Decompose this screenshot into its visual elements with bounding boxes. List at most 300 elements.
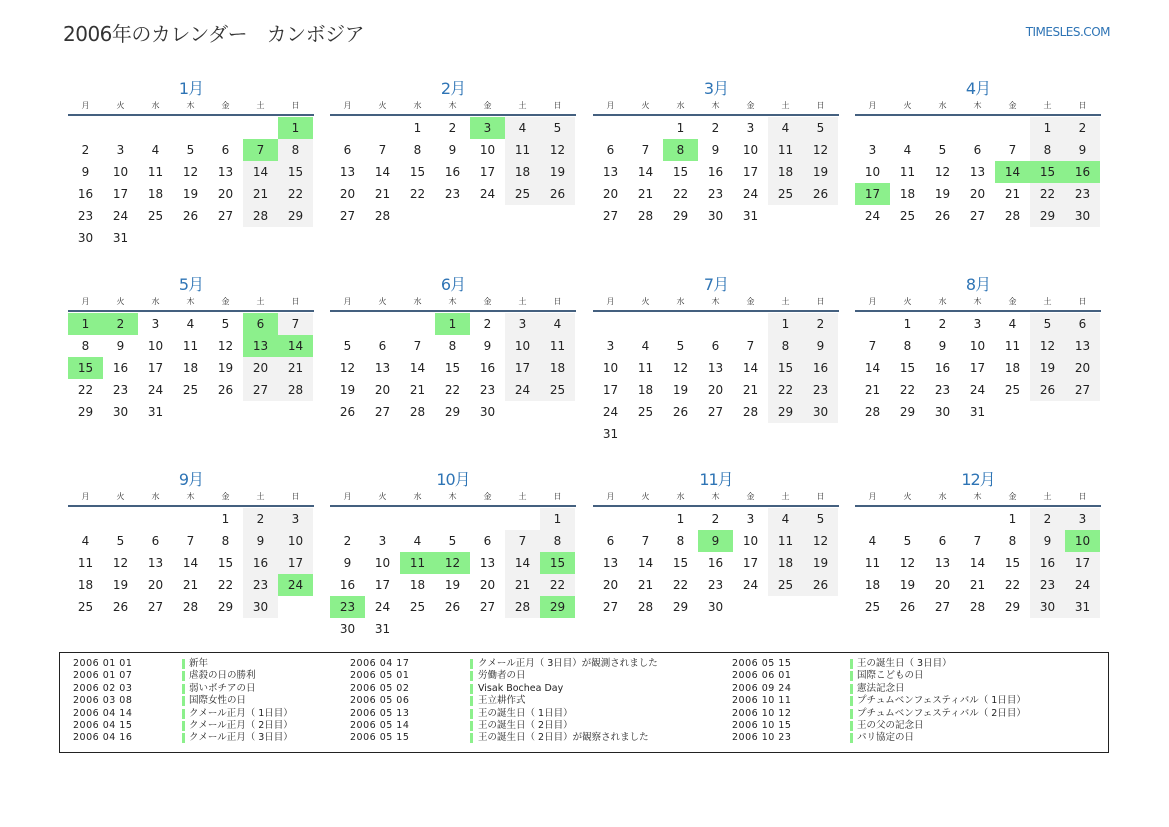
holiday-row [350, 708, 720, 720]
day-cell: 13 [602, 165, 619, 179]
holiday-marker [470, 696, 473, 706]
month-header-rule [68, 114, 314, 116]
day-cell: 17 [479, 165, 496, 179]
day-cell: 3 [973, 317, 982, 331]
holiday-date: 2006 09 24 [732, 682, 792, 694]
weekday-label: 土 [518, 297, 527, 306]
day-cell: 8 [1008, 534, 1017, 548]
day-cell: 17 [514, 361, 531, 375]
day-cell: 5 [186, 143, 195, 157]
holiday-name: 王の誕生日（ 3日目） [857, 658, 952, 669]
day-cell: 3 [378, 534, 387, 548]
day-cell: 27 [252, 383, 269, 397]
day-cell: 19 [182, 187, 199, 201]
day-cell: 30 [252, 600, 269, 614]
day-cell: 26 [339, 405, 356, 419]
day-cell: 24 [112, 209, 129, 223]
day-cell: 20 [707, 383, 724, 397]
weekday-label: 木 [186, 101, 195, 110]
weekday-label: 日 [1078, 101, 1087, 110]
holiday-day-cell: 15 [68, 357, 103, 379]
day-cell: 2 [483, 317, 492, 331]
holiday-marker [850, 659, 853, 669]
day-cell: 13 [969, 165, 986, 179]
day-cell: 24 [969, 383, 986, 397]
weekday-label: 金 [221, 492, 230, 501]
day-cell: 24 [602, 405, 619, 419]
holiday-day-cell: 14 [995, 161, 1030, 183]
holiday-day-cell: 11 [400, 552, 435, 574]
day-cell: 4 [868, 534, 877, 548]
day-cell: 22 [77, 383, 94, 397]
day-cell: 23 [1074, 187, 1091, 201]
day-cell: 18 [637, 383, 654, 397]
day-cell: 28 [637, 209, 654, 223]
day-cell: 20 [147, 578, 164, 592]
holiday-marker [470, 659, 473, 669]
day-cell: 31 [1074, 600, 1091, 614]
day-cell: 5 [343, 339, 352, 353]
day-cell: 7 [746, 339, 755, 353]
day-cell: 27 [934, 600, 951, 614]
day-cell: 3 [1078, 512, 1087, 526]
holiday-day-cell: 1 [68, 313, 103, 335]
holiday-marker [470, 709, 473, 719]
day-cell: 25 [864, 600, 881, 614]
site-link[interactable]: TIMESLES.COM [1025, 25, 1110, 39]
day-cell: 17 [969, 361, 986, 375]
day-cell: 5 [938, 143, 947, 157]
holiday-date: 2006 01 07 [73, 670, 133, 682]
day-cell: 3 [606, 339, 615, 353]
weekday-label: 木 [711, 492, 720, 501]
day-cell: 13 [1074, 339, 1091, 353]
day-cell: 22 [899, 383, 916, 397]
day-cell: 12 [339, 361, 356, 375]
weekday-label: 水 [413, 101, 422, 110]
day-cell: 13 [479, 556, 496, 570]
day-cell: 11 [777, 534, 794, 548]
day-cell: 28 [969, 600, 986, 614]
weekday-label: 月 [606, 101, 615, 110]
day-cell: 25 [777, 187, 794, 201]
month-title: 12月 [961, 470, 995, 489]
holiday-list [59, 652, 1109, 753]
day-cell: 26 [444, 600, 461, 614]
day-cell: 25 [899, 209, 916, 223]
holiday-day-cell: 6 [243, 313, 278, 335]
holiday-name: 虐殺の日の勝利 [189, 670, 256, 682]
day-cell: 6 [221, 143, 230, 157]
holiday-date: 2006 04 15 [73, 719, 133, 731]
day-cell: 13 [707, 361, 724, 375]
weekday-label: 土 [781, 297, 790, 306]
holiday-day-cell: 15 [540, 552, 575, 574]
day-cell: 21 [287, 361, 304, 375]
holiday-marker [850, 733, 853, 743]
weekday-label: 日 [1078, 297, 1087, 306]
day-cell: 9 [483, 339, 492, 353]
day-cell: 24 [1074, 578, 1091, 592]
day-cell: 16 [707, 165, 724, 179]
holiday-column [350, 658, 720, 745]
day-cell: 18 [77, 578, 94, 592]
day-cell: 19 [444, 578, 461, 592]
day-cell: 3 [868, 143, 877, 157]
day-cell: 9 [448, 143, 457, 157]
holiday-day-cell: 24 [278, 574, 313, 596]
weekday-label: 水 [676, 492, 685, 501]
holiday-marker [850, 684, 853, 694]
day-cell: 16 [252, 556, 269, 570]
holiday-date: 2006 05 13 [350, 707, 410, 719]
day-cell: 11 [864, 556, 881, 570]
weekday-label: 火 [116, 297, 125, 306]
day-cell: 30 [1074, 209, 1091, 223]
holiday-date: 2006 10 12 [732, 707, 792, 719]
day-cell: 7 [291, 317, 300, 331]
month-header-rule [855, 114, 1101, 116]
day-cell: 18 [147, 187, 164, 201]
day-cell: 15 [899, 361, 916, 375]
day-cell: 24 [514, 383, 531, 397]
weekday-label: 木 [973, 297, 982, 306]
weekday-label: 木 [186, 297, 195, 306]
weekday-label: 日 [291, 297, 300, 306]
day-cell: 14 [637, 556, 654, 570]
weekday-label: 木 [186, 492, 195, 501]
day-cell: 27 [1074, 383, 1091, 397]
day-cell: 21 [969, 578, 986, 592]
month-title: 2月 [440, 79, 466, 98]
day-cell: 16 [339, 578, 356, 592]
day-cell: 5 [816, 512, 825, 526]
holiday-name: Visak Bochea Day [478, 682, 564, 694]
weekday-label: 金 [746, 101, 755, 110]
day-cell: 22 [217, 578, 234, 592]
day-cell: 26 [549, 187, 566, 201]
day-cell: 7 [413, 339, 422, 353]
day-cell: 15 [217, 556, 234, 570]
day-cell: 23 [707, 578, 724, 592]
day-cell: 19 [672, 383, 689, 397]
day-cell: 5 [816, 121, 825, 135]
weekday-label: 土 [1043, 492, 1052, 501]
month-header-rule [68, 310, 314, 312]
day-cell: 1 [221, 512, 230, 526]
day-cell: 31 [374, 622, 391, 636]
holiday-row [350, 732, 720, 744]
day-cell: 20 [602, 187, 619, 201]
day-cell: 25 [1004, 383, 1021, 397]
weekday-label: 水 [151, 492, 160, 501]
holiday-date: 2006 05 06 [350, 695, 410, 707]
month-title: 3月 [703, 79, 729, 98]
day-cell: 23 [934, 383, 951, 397]
day-cell: 10 [514, 339, 531, 353]
holiday-marker [470, 684, 473, 694]
holiday-date: 2006 05 01 [350, 670, 410, 682]
weekday-label: 金 [1008, 101, 1017, 110]
holiday-name: 王の誕生日（ 1日目） [478, 707, 573, 719]
day-cell: 12 [182, 165, 199, 179]
weekday-label: 火 [641, 101, 650, 110]
day-cell: 27 [479, 600, 496, 614]
day-cell: 16 [444, 165, 461, 179]
holiday-name: プチュムベンフェスティバル（ 1日目） [857, 695, 1026, 707]
day-cell: 2 [1043, 512, 1052, 526]
day-cell: 16 [479, 361, 496, 375]
day-cell: 3 [116, 143, 125, 157]
day-cell: 30 [812, 405, 829, 419]
holiday-marker [182, 733, 185, 743]
day-cell: 4 [781, 512, 790, 526]
day-cell: 25 [514, 187, 531, 201]
holiday-name: 労働者の日 [478, 670, 526, 682]
day-cell: 8 [413, 143, 422, 157]
day-cell: 14 [409, 361, 426, 375]
day-cell: 30 [707, 600, 724, 614]
holiday-day-cell: 10 [1065, 530, 1100, 552]
day-cell: 10 [112, 165, 129, 179]
holiday-day-cell: 3 [470, 117, 505, 139]
day-cell: 4 [413, 534, 422, 548]
holiday-day-cell: 1 [435, 313, 470, 335]
day-cell: 31 [112, 231, 129, 245]
day-cell: 16 [112, 361, 129, 375]
day-cell: 12 [112, 556, 129, 570]
day-cell: 15 [409, 165, 426, 179]
day-cell: 9 [711, 143, 720, 157]
holiday-name: プチュムベンフェスティバル（ 2日目） [857, 707, 1026, 719]
day-cell: 22 [1039, 187, 1056, 201]
day-cell: 11 [777, 143, 794, 157]
day-cell: 4 [553, 317, 562, 331]
holiday-date: 2006 06 01 [732, 670, 792, 682]
day-cell: 20 [934, 578, 951, 592]
weekday-label: 水 [676, 101, 685, 110]
day-cell: 14 [969, 556, 986, 570]
holiday-marker [850, 696, 853, 706]
day-cell: 13 [339, 165, 356, 179]
holiday-day-cell: 2 [103, 313, 138, 335]
day-cell: 19 [934, 187, 951, 201]
day-cell: 28 [514, 600, 531, 614]
holiday-marker [182, 671, 185, 681]
day-cell: 25 [77, 600, 94, 614]
day-cell: 8 [81, 339, 90, 353]
weekday-label: 日 [816, 297, 825, 306]
day-cell: 25 [777, 578, 794, 592]
month-header-rule [330, 505, 576, 507]
day-cell: 8 [781, 339, 790, 353]
day-cell: 24 [479, 187, 496, 201]
weekday-label: 月 [868, 101, 877, 110]
day-cell: 19 [549, 165, 566, 179]
day-cell: 4 [781, 121, 790, 135]
day-cell: 9 [938, 339, 947, 353]
day-cell: 6 [606, 534, 615, 548]
day-cell: 22 [549, 578, 566, 592]
day-cell: 29 [1039, 209, 1056, 223]
weekday-label: 土 [256, 492, 265, 501]
weekday-label: 金 [221, 101, 230, 110]
day-cell: 29 [77, 405, 94, 419]
day-cell: 8 [221, 534, 230, 548]
holiday-date: 2006 10 11 [732, 695, 792, 707]
day-cell: 12 [812, 143, 829, 157]
day-cell: 14 [252, 165, 269, 179]
day-cell: 17 [112, 187, 129, 201]
day-cell: 21 [514, 578, 531, 592]
day-cell: 26 [672, 405, 689, 419]
day-cell: 23 [444, 187, 461, 201]
weekday-label: 金 [1008, 297, 1017, 306]
day-cell: 12 [899, 556, 916, 570]
holiday-date: 2006 04 16 [73, 732, 133, 744]
day-cell: 1 [553, 512, 562, 526]
month-title: 9月 [178, 470, 204, 489]
holiday-name: パリ協定の日 [857, 732, 915, 744]
day-cell: 11 [637, 361, 654, 375]
day-cell: 6 [151, 534, 160, 548]
day-cell: 15 [287, 165, 304, 179]
day-cell: 2 [1078, 121, 1087, 135]
weekday-label: 木 [711, 297, 720, 306]
day-cell: 13 [602, 556, 619, 570]
holiday-day-cell: 13 [243, 335, 278, 357]
holiday-marker [182, 684, 185, 694]
day-cell: 2 [711, 121, 720, 135]
weekday-label: 火 [641, 297, 650, 306]
day-cell: 15 [444, 361, 461, 375]
day-cell: 1 [413, 121, 422, 135]
day-cell: 29 [899, 405, 916, 419]
weekday-label: 月 [868, 492, 877, 501]
day-cell: 6 [343, 143, 352, 157]
day-cell: 11 [182, 339, 199, 353]
day-cell: 5 [553, 121, 562, 135]
holiday-row [732, 658, 1102, 670]
day-cell: 11 [899, 165, 916, 179]
holiday-name: 王の誕生日（ 2日目） [478, 719, 573, 731]
day-cell: 17 [742, 556, 759, 570]
weekday-label: 火 [903, 101, 912, 110]
weekday-label: 金 [483, 101, 492, 110]
weekday-label: 水 [938, 492, 947, 501]
day-cell: 17 [147, 361, 164, 375]
weekday-label: 月 [606, 297, 615, 306]
holiday-date: 2006 05 14 [350, 719, 410, 731]
day-cell: 26 [112, 600, 129, 614]
holiday-marker [182, 696, 185, 706]
holiday-date: 2006 03 08 [73, 695, 133, 707]
day-cell: 4 [518, 121, 527, 135]
day-cell: 21 [374, 187, 391, 201]
holiday-marker [850, 671, 853, 681]
day-cell: 1 [1043, 121, 1052, 135]
weekday-label: 木 [448, 101, 457, 110]
holiday-row [732, 708, 1102, 720]
day-cell: 21 [252, 187, 269, 201]
holiday-name: 王の父の記念日 [857, 719, 924, 731]
day-cell: 3 [291, 512, 300, 526]
holiday-date: 2006 04 17 [350, 658, 410, 669]
weekday-label: 日 [553, 297, 562, 306]
day-cell: 25 [147, 209, 164, 223]
month-header-rule [593, 505, 839, 507]
day-cell: 29 [672, 209, 689, 223]
weekday-label: 土 [1043, 297, 1052, 306]
month-title: 8月 [965, 275, 991, 294]
day-cell: 11 [514, 143, 531, 157]
day-cell: 26 [899, 600, 916, 614]
day-cell: 15 [672, 556, 689, 570]
day-cell: 12 [217, 339, 234, 353]
day-cell: 29 [287, 209, 304, 223]
weekday-label: 月 [343, 297, 352, 306]
holiday-column [732, 658, 1102, 745]
day-cell: 13 [217, 165, 234, 179]
holiday-name: クメール正月（ 3日目） [189, 732, 293, 744]
day-cell: 8 [676, 534, 685, 548]
day-cell: 23 [77, 209, 94, 223]
weekday-label: 土 [256, 101, 265, 110]
day-cell: 19 [812, 556, 829, 570]
weekday-label: 日 [291, 492, 300, 501]
month-title: 10月 [436, 470, 470, 489]
holiday-day-cell: 23 [330, 596, 365, 618]
day-cell: 22 [409, 187, 426, 201]
weekday-label: 水 [676, 297, 685, 306]
day-cell: 24 [147, 383, 164, 397]
holiday-name: 新年 [189, 658, 209, 669]
weekday-label: 火 [903, 492, 912, 501]
holiday-date: 2006 04 14 [73, 707, 133, 719]
weekday-label: 火 [378, 492, 387, 501]
day-cell: 10 [742, 143, 759, 157]
day-cell: 28 [742, 405, 759, 419]
day-cell: 28 [864, 405, 881, 419]
day-cell: 4 [1008, 317, 1017, 331]
holiday-row [732, 695, 1102, 707]
day-cell: 25 [637, 405, 654, 419]
day-cell: 17 [287, 556, 304, 570]
day-cell: 2 [448, 121, 457, 135]
weekday-label: 火 [903, 297, 912, 306]
day-cell: 26 [934, 209, 951, 223]
month-header-rule [855, 505, 1101, 507]
day-cell: 29 [444, 405, 461, 419]
day-cell: 20 [339, 187, 356, 201]
day-cell: 7 [378, 143, 387, 157]
holiday-date: 2006 05 02 [350, 682, 410, 694]
day-cell: 7 [641, 143, 650, 157]
day-cell: 12 [934, 165, 951, 179]
day-cell: 18 [182, 361, 199, 375]
day-cell: 5 [448, 534, 457, 548]
day-cell: 18 [409, 578, 426, 592]
day-cell: 8 [448, 339, 457, 353]
holiday-marker [850, 721, 853, 731]
day-cell: 9 [256, 534, 265, 548]
day-cell: 20 [217, 187, 234, 201]
day-cell: 21 [864, 383, 881, 397]
holiday-row [732, 670, 1102, 682]
holiday-row [732, 720, 1102, 732]
day-cell: 14 [864, 361, 881, 375]
month-header-rule [330, 310, 576, 312]
